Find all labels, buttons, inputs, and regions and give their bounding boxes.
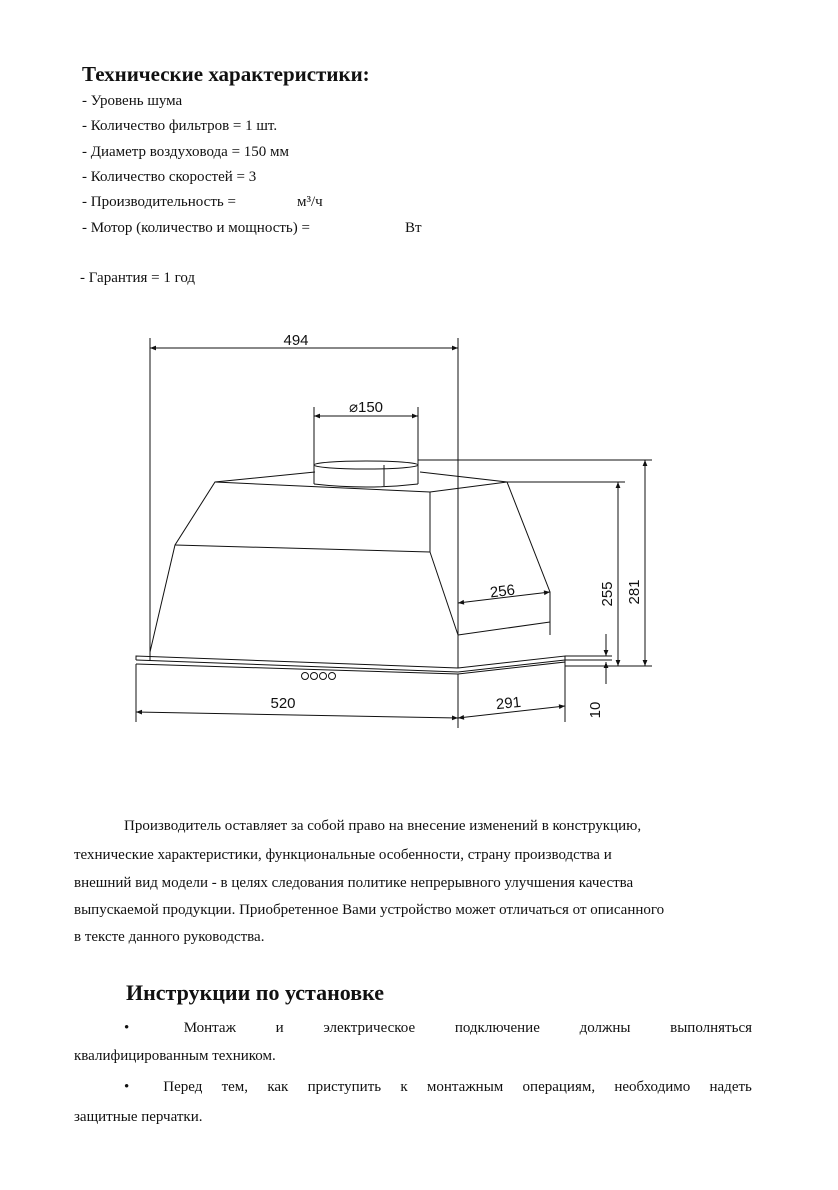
install-item-2-cont: защитные перчатки. (74, 1109, 203, 1125)
dim-label-255: 255 (599, 581, 616, 607)
dim-label-281: 281 (626, 579, 643, 605)
button-4 (329, 673, 336, 680)
install-item-2: • Перед тем, как приступить к монтажным операциям, необходимо надеть (74, 1079, 752, 1096)
button-2 (311, 673, 318, 680)
spec-capacity-unit: м³/ч (297, 194, 323, 210)
dim-line-520 (136, 712, 458, 718)
control-buttons (302, 673, 336, 680)
dim-label-520: 520 (270, 695, 296, 712)
bullet-1: • (124, 1020, 130, 1036)
install-item-1-cont: квалифицированным техником. (74, 1048, 276, 1064)
dim-label-10: 10 (587, 701, 604, 719)
notice-line-1: Производитель оставляет за собой право на внесение изменений в конструкцию, (124, 818, 642, 834)
specs-title: Технические характеристики: (82, 62, 370, 86)
spec-warranty: - Гарантия = 1 год (80, 270, 196, 286)
notice-line-2: технические характеристики, функциональные особенности, страну производства и (74, 847, 612, 863)
notice-line-5: в тексте данного руководства. (74, 929, 265, 945)
spec-motor-unit: Вт (405, 220, 422, 236)
spec-speeds: - Количество скоростей = 3 (82, 169, 257, 185)
install-item-1: • Монтаж и электрическое подключение должны выполняться (74, 1020, 752, 1037)
button-3 (320, 673, 327, 680)
hood-body-outline (136, 461, 565, 674)
notice-line-3: внешний вид модели - в целях следования политике непрерывного улучшения качества (74, 875, 634, 891)
spec-motor-label: - Мотор (количество и мощность) = (82, 220, 310, 236)
dim-label-256: 256 (488, 581, 516, 602)
install-heading: Инструкции по установке (126, 980, 385, 1005)
spec-duct: - Диаметр воздуховода = 150 мм (82, 144, 290, 160)
dim-label-494: 494 (283, 332, 309, 349)
spec-capacity-label: - Производительность = (82, 194, 236, 210)
notice-line-4: выпускаемой продукции. Приобретенное Вами устройство может отличаться от описанного (74, 902, 665, 918)
dim-label-150: ⌀150 (348, 399, 384, 416)
bullet-2: • (124, 1079, 130, 1095)
button-1 (302, 673, 309, 680)
dim-label-291: 291 (495, 693, 522, 714)
spec-noise: - Уровень шума (82, 93, 183, 109)
spec-filters: - Количество фильтров = 1 шт. (82, 118, 278, 134)
